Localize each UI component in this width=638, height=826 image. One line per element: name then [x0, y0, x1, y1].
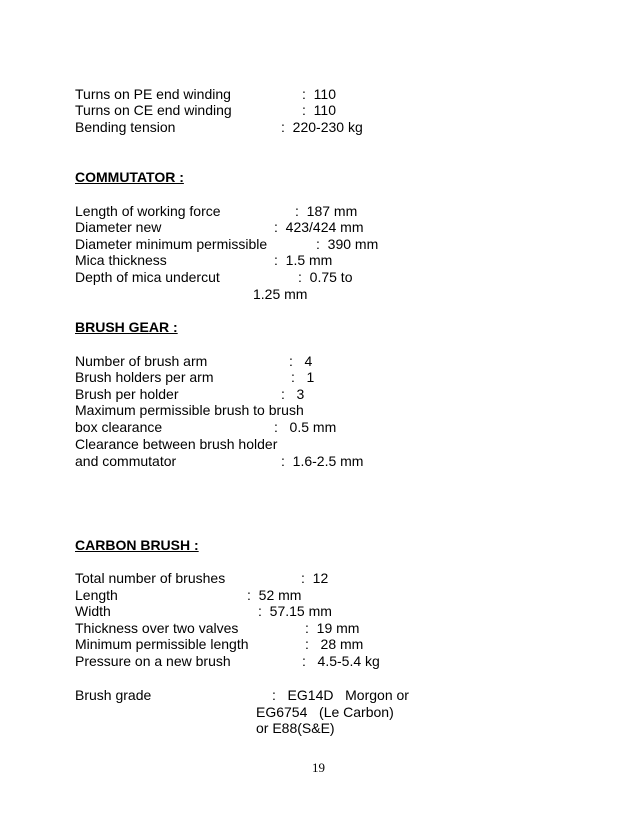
commutator-value-undercut-cont: 1.25 mm [253, 286, 308, 302]
carbon-brush-label-length: Length [75, 587, 118, 603]
brush-gear-label-max-clearance: Maximum permissible brush to brush [75, 402, 304, 418]
commutator-value-diameter-min: : 390 mm [316, 236, 379, 252]
brush-grade-line1: : EG14D Morgon or [272, 687, 409, 703]
commutator-heading: COMMUTATOR : [75, 169, 184, 185]
commutator-value-undercut: : 0.75 to [298, 269, 353, 285]
brush-gear-value-holders: : 1 [291, 369, 315, 385]
carbon-brush-label-pressure: Pressure on a new brush [75, 653, 231, 669]
carbon-brush-value-min-length: : 28 mm [305, 636, 364, 652]
brush-grade-label: Brush grade [75, 687, 152, 703]
carbon-brush-label-total: Total number of brushes [75, 570, 226, 586]
bending-tension-label: Bending tension [75, 119, 176, 135]
commutator-label-diameter-new: Diameter new [75, 219, 162, 235]
carbon-brush-value-thickness: : 19 mm [305, 620, 360, 636]
carbon-brush-label-thickness: Thickness over two valves [75, 620, 239, 636]
commutator-label-mica: Mica thickness [75, 252, 167, 268]
commutator-label-diameter-min: Diameter minimum permissible [75, 236, 268, 252]
winding-value-ce: : 110 [302, 102, 336, 118]
carbon-brush-value-length: : 52 mm [247, 587, 302, 603]
commutator-label-undercut: Depth of mica undercut [75, 269, 220, 285]
brush-gear-label-box-clearance: box clearance [75, 419, 163, 435]
winding-value-pe: : 110 [302, 86, 336, 102]
carbon-brush-label-width: Width [75, 603, 111, 619]
brush-gear-heading: BRUSH GEAR : [75, 319, 178, 335]
brush-gear-value-arm: : 4 [289, 353, 313, 369]
carbon-brush-value-total: : 12 [301, 570, 329, 586]
brush-gear-label-holders: Brush holders per arm [75, 369, 214, 385]
brush-grade-line2: EG6754 (Le Carbon) [256, 704, 394, 720]
brush-gear-label-arm: Number of brush arm [75, 353, 208, 369]
winding-label-ce: Turns on CE end winding [75, 102, 232, 118]
winding-label-pe: Turns on PE end winding [75, 86, 231, 102]
brush-gear-value-commutator: : 1.6-2.5 mm [281, 453, 364, 469]
commutator-value-diameter-new: : 423/424 mm [274, 219, 364, 235]
carbon-brush-label-min-length: Minimum permissible length [75, 636, 249, 652]
brush-grade-line3: or E88(S&E) [256, 720, 335, 736]
brush-gear-value-per-holder: : 3 [281, 386, 305, 402]
brush-gear-label-commutator: and commutator [75, 453, 177, 469]
carbon-brush-value-pressure: : 4.5-5.4 kg [302, 653, 380, 669]
page-number: 19 [312, 760, 325, 775]
brush-gear-value-box-clearance: : 0.5 mm [274, 419, 337, 435]
carbon-brush-heading: CARBON BRUSH : [75, 537, 199, 553]
commutator-label-length: Length of working force [75, 203, 221, 219]
carbon-brush-value-width: : 57.15 mm [258, 603, 332, 619]
commutator-value-mica: : 1.5 mm [274, 252, 333, 268]
commutator-value-length: : 187 mm [295, 203, 358, 219]
brush-gear-label-clearance-holder: Clearance between brush holder [75, 436, 278, 452]
bending-tension-value: : 220-230 kg [281, 119, 363, 135]
brush-gear-label-per-holder: Brush per holder [75, 386, 179, 402]
